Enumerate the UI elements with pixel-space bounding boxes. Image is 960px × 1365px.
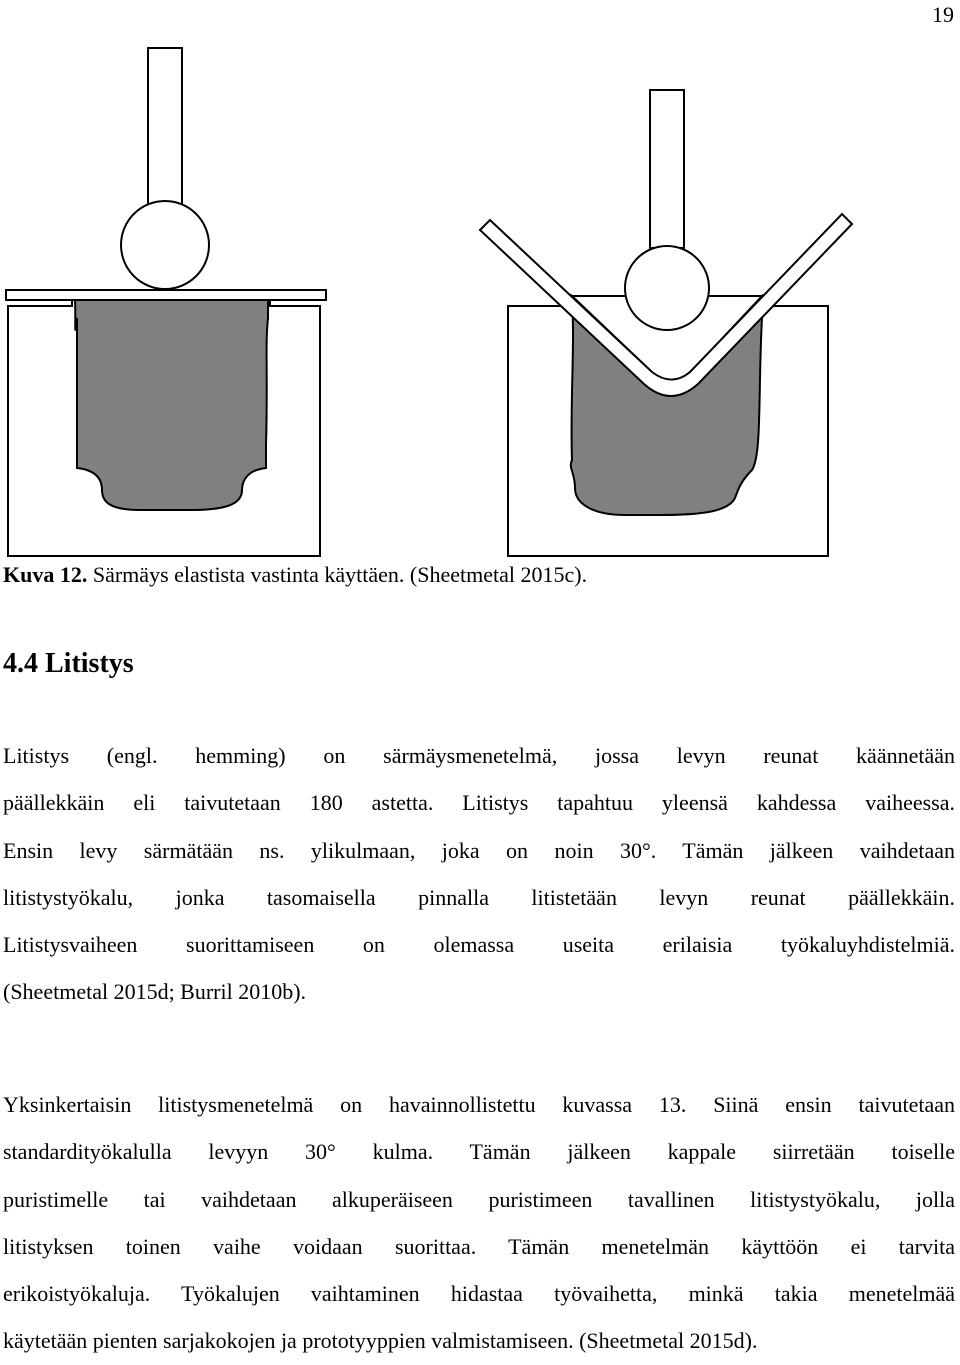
paragraph-1	[3, 732, 955, 1016]
diagram-during-bending	[480, 90, 852, 556]
paragraph-line: puristimelle tai vaihdetaan alkuperäiseen puristimeen tavallinen litistystyökalu, jolla	[3, 1186, 955, 1212]
diagram-before-bending	[6, 48, 326, 556]
paragraph-line: päällekkäin eli taivutetaan 180 astetta. Litistys tapahtuu yleensä kahdessa vaiheessa.	[3, 790, 955, 816]
paragraph-line: käytetään pienten sarjakokojen ja prototyyppien valmistamiseen. (Sheetmetal 2015d).	[3, 1328, 758, 1354]
paragraph-line: litistystyökalu, jonka tasomaisella pinnalla litistetään levyn reunat päällekkäin.	[3, 884, 955, 910]
paragraph-line: litistyksen toinen vaihe voidaan suorittaa. Tämän menetelmän käyttöön ei tarvita	[3, 1233, 955, 1259]
punch-ball-left	[121, 201, 209, 289]
punch-ball-right	[625, 246, 709, 330]
section-heading: 4.4 Litistys	[3, 648, 134, 679]
caption-label: Kuva 12.	[3, 562, 88, 587]
elastic-pad-left	[75, 300, 268, 510]
paragraph-line: Yksinkertaisin litistysmenetelmä on havainnollistettu kuvassa 13. Siinä ensin taivutetaan	[3, 1092, 955, 1117]
paragraph-line: Litistysvaiheen suorittamiseen on olemassa useita erilaisia työkaluyhdistelmiä.	[3, 932, 955, 958]
paragraph-line: erikoistyökaluja. Työkalujen vaihtaminen hidastaa työvaihetta, minkä takia menetelmää	[3, 1281, 955, 1307]
paragraph-2	[3, 1081, 955, 1365]
paragraph-line: (Sheetmetal 2015d; Burril 2010b).	[3, 979, 307, 1005]
page-number: 19	[932, 2, 954, 27]
punch-shank-left	[148, 48, 182, 205]
caption-text: Särmäys elastista vastinta käyttäen. (Sheetmetal 2015c).	[87, 562, 588, 587]
paragraph-line: standardityökalulla levyyn 30° kulma. Tämän jälkeen kappale siirretään toiselle	[3, 1139, 955, 1165]
paragraph-line: Litistys (engl. hemming) on särmäysmenetelmä, jossa levyn reunat käännetään	[3, 743, 955, 768]
figure-caption	[3, 562, 587, 588]
figure-elastic-bending	[0, 0, 960, 560]
punch-shank-right	[650, 90, 684, 248]
paragraph-line: Ensin levy särmätään ns. ylikulmaan, joka on noin 30°. Tämän jälkeen vaihdetaan	[3, 837, 955, 863]
sheet-flat	[6, 290, 326, 300]
